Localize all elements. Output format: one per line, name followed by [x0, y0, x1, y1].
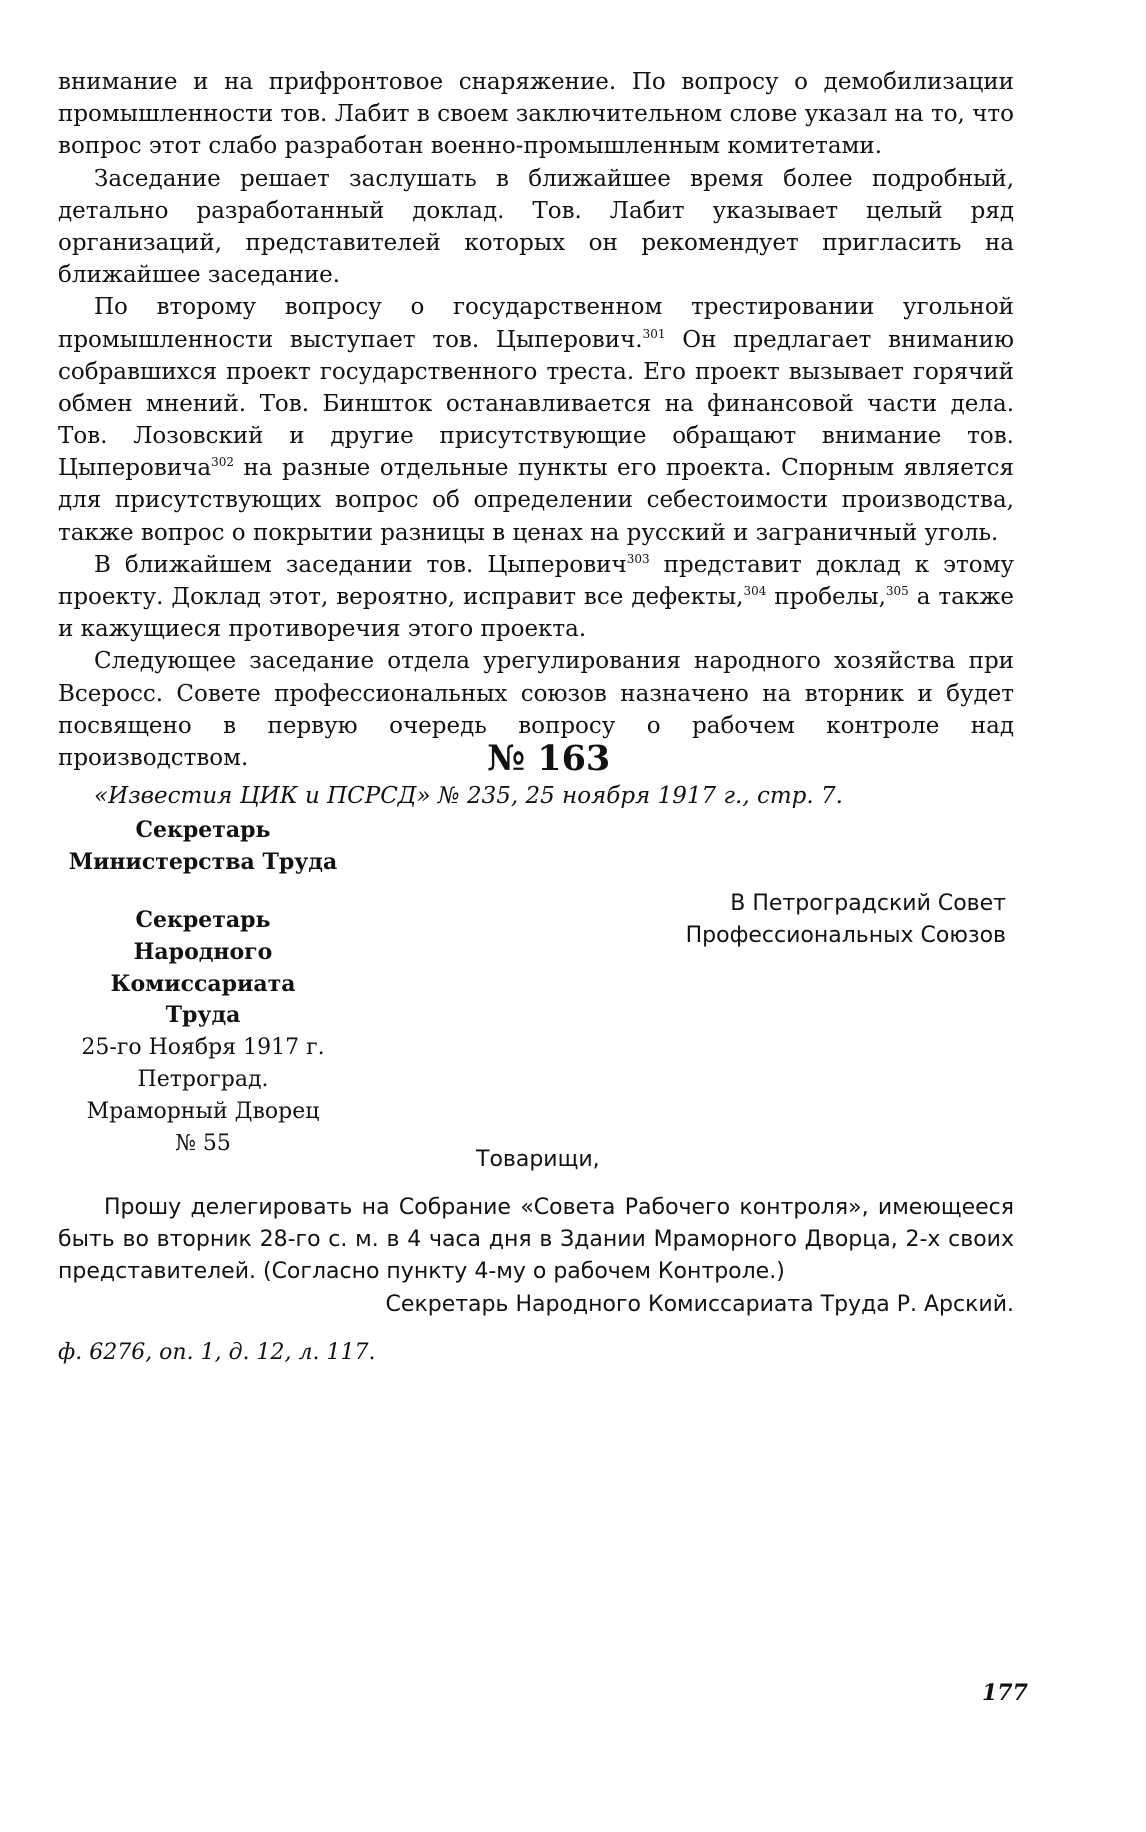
signature: Секретарь Народного Комиссариата Труда Р. Арский. — [385, 1292, 1014, 1317]
greeting: Товарищи, — [476, 1147, 600, 1172]
stamp-line-4: Народного Комиссариата — [110, 938, 296, 997]
letterhead-stamp — [58, 815, 348, 1160]
footnote-304: 304 — [743, 584, 767, 598]
paragraph-4: В ближайшем заседании тов. Цыперович$^{303}$ представит доклад к этому проекту. Доклад этот, вероятно, исправит все дефекты,$^{304}$ пробелы,$^{305}$ а также и кажущиеся противоречия этого проекта. — [58, 551, 1014, 643]
addressee-line-1: В Петроградский Совет — [730, 891, 1006, 916]
paragraph-3: По второму вопросу о государственном трестировании угольной промышленности выступает тов. Цыперович.$^{301}$ Он предлагает вниманию собравшихся проект государственного треста. Его проект вызывает горячий обмен мнений. Тов. Биншток останавливается на финансовой части дела. Тов. Лозовский и другие присутствующие обращают внимание тов. Цыперовича$^{302}$ на разные отдельные пункты его проекта. Спорным является для присутствующих вопрос об определении себестоимости производства, также вопрос о покрытии разницы в ценах на русский и заграничный уголь. — [58, 294, 1014, 546]
addressee — [686, 888, 1006, 952]
stamp-city: Петроград. — [137, 1067, 269, 1093]
footnote-301: 301 — [642, 326, 666, 341]
paragraph-2: Заседание решает заслушать в ближайшее время более подробный, детально разработанный доклад. Тов. Лабит указывает целый ряд организаций, представителей которых он рекомендует пригласить на ближайшее заседание. — [58, 165, 1014, 289]
archive-reference: ф. 6276, оп. 1, д. 12, л. 117. — [58, 1340, 376, 1365]
footnote-305: 305 — [885, 584, 909, 598]
previous-document-text — [58, 66, 1014, 812]
stamp-line-3: Секретарь — [135, 906, 271, 933]
document-number: № 163 — [487, 738, 611, 779]
addressee-line-2: Профессиональных Союзов — [685, 922, 1006, 948]
stamp-line-1: Секретарь — [135, 817, 271, 843]
letter-body: Прошу делегировать на Собрание «Совета Рабочего контроля», имеющееся быть во вторник 28-го с. м. в 4 часа дня в Здании Мраморного Дворца, 2-х своих представителей. (Согласно пункту 4-му о рабочем Контроле.) — [58, 1195, 1014, 1284]
stamp-date: 25-го Ноября 1917 г. — [81, 1035, 325, 1061]
paragraph-1: внимание и на прифронтовое снаряжение. По вопросу о демобилизации промышленности тов. Лабит в своем заключительном слове указал на то, что вопрос этот слабо разработан военно-промышленным комитетами. — [58, 69, 1014, 160]
stamp-line-5: Труда — [165, 1002, 241, 1029]
stamp-number: № 55 — [175, 1131, 231, 1157]
stamp-place: Мраморный Дворец — [86, 1099, 320, 1125]
footnote-303: 303 — [626, 551, 650, 566]
paragraph-5: Следующее заседание отдела урегулирования народного хозяйства при Всеросс. Совете профессиональных союзов назначено на вторник и будет посвящено в первую очередь вопросу о рабочем контроле над производством. — [58, 648, 1014, 771]
stamp-line-2: Министерства Труда — [68, 848, 338, 875]
page-number: 177 — [982, 1680, 1028, 1706]
footnote-302: 302 — [211, 455, 234, 470]
source-citation: «Известия ЦИК и ПСРСД» № 235, 25 ноября 1917 г., стр. 7. — [94, 783, 843, 810]
